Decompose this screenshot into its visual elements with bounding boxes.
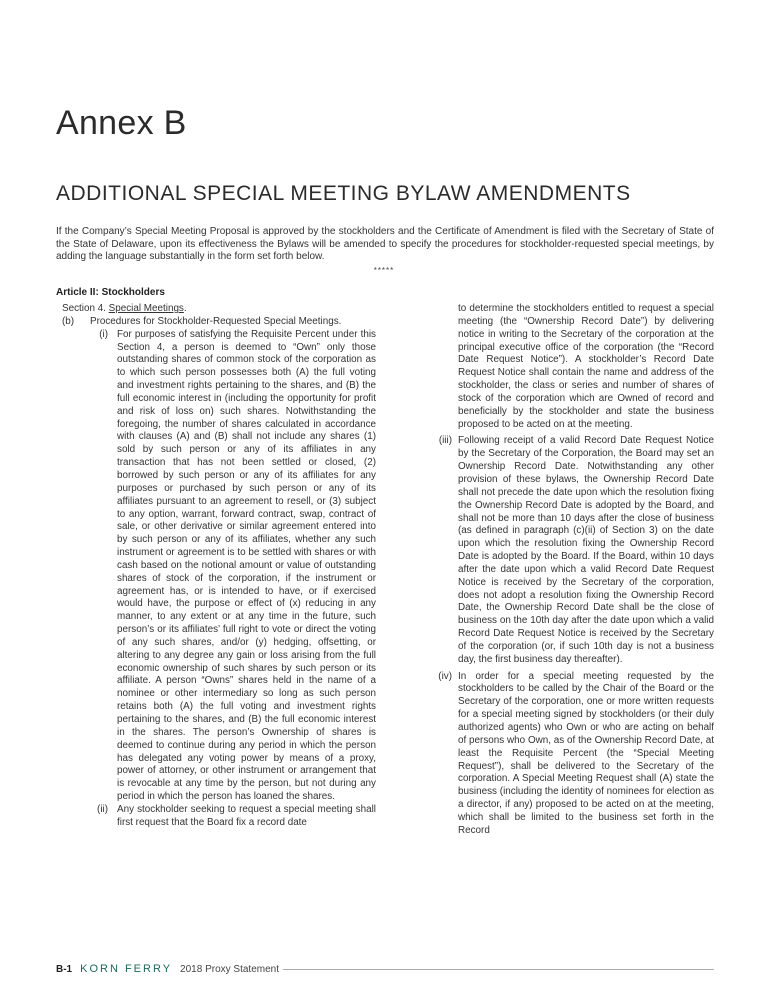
clause-b bbox=[56, 316, 376, 329]
article-heading: Article II: Stockholders bbox=[56, 287, 165, 298]
clause-iii-number: (iii) bbox=[438, 435, 452, 447]
clause-iv-number: (iv) bbox=[438, 670, 452, 682]
page-number: B-1 bbox=[56, 963, 73, 975]
annex-title: Annex B bbox=[56, 104, 187, 142]
clause-iii bbox=[432, 435, 714, 666]
clause-iii-text: Following receipt of a valid Record Date Request Notice by the Secretary of the Corporation, the Board may set an Ownership Record Date. Notwithstanding any other provision of these bylaws, the Ownership Record Date shall not precede the date upon which the resolution fixing the Ownership Record Date is adopted by the Board, and shall not be more than 10 days after the close of business (as defined in paragraph (c)(ii) of Section 3) on the date upon which the resolution fixing the Ownership Record Date is adopted by the Board. If the Board, within 10 days after the date upon which a valid Record Date Request Notice is received by the Secretary of the corporation, does not adopt a resolution fixing the Ownership Record Date, the Ownership Record Date shall be the close of business on the 10th day after the date upon which a valid Record Date Request Notice is received by the Secretary of the corporation (or, if such 10th day is not a business day, the first business day thereafter). bbox=[458, 435, 714, 665]
left-column bbox=[56, 303, 376, 830]
clause-ii-number: (ii) bbox=[97, 803, 108, 815]
clause-b-number: (b) bbox=[62, 315, 75, 327]
section-heading bbox=[56, 303, 376, 316]
right-column bbox=[432, 303, 714, 838]
clause-b-text: Procedures for Stockholder-Requested Special Meetings. bbox=[90, 315, 342, 327]
clause-ii bbox=[56, 804, 376, 830]
section-link[interactable]: Special Meetings bbox=[108, 303, 184, 314]
section-suffix: . bbox=[183, 303, 187, 314]
clause-i-text: For purposes of satisfying the Requisite Percent under this Section 4, a person is deemed to “Own” only those outstanding shares of common stock of the corporation as to which such person possesses both (A) the full voting and investment rights pertaining to the shares, and (B) the full economic interest in (including the opportunity for profit and risk of loss on) such shares. Notwithstanding the foregoing, the number of shares calculated in accordance with clauses (A) and (B) shall not include any shares (1) sold by such person or any of its affiliates in any transaction that has not been settled or closed, (2) borrowed by such person or any of its affiliates for any purposes or purchased by such person or any of its affiliates pursuant to an agreement to resell, or (3) subject to any option, warrant, forward contract, swap, contract of sale, or other derivative or similar agreement entered into by such person or any of its affiliates, whether any such instrument or agreement is to be settled with shares or with cash based on the notional amount or value of outstanding shares of stock of the corporation, if the instrument or agreement has, or is intended to have, or if exercised would have, the purpose or effect of (x) reducing in any manner, to any extent or at any time in the future, such person’s or its affiliates’ full right to vote or direct the voting of any such shares, and/or (y) hedging, offsetting, or altering to any degree any gain or loss arising from the full economic ownership of such shares by such person or its affiliate. A person “Owns” shares held in the name of a nominee or other intermediary so long as such person retains both (A) the full voting and investment rights pertaining to the shares, and (B) the full economic interest in the shares. The person’s Ownership of shares is deemed to continue during any period in which the person has delegated any voting power by means of a proxy, power of attorney, or other instrument or arrangement that is revocable at any time by the person, but not during any period in which the person has loaned the shares. bbox=[117, 328, 376, 803]
section-title: ADDITIONAL SPECIAL MEETING BYLAW AMENDMENTS bbox=[56, 182, 631, 205]
separator: ***** bbox=[373, 266, 395, 275]
section-prefix: Section 4. bbox=[62, 303, 109, 314]
brand-logo: KORN FERRY bbox=[80, 963, 173, 975]
clause-iv bbox=[432, 671, 714, 838]
clause-iv-text: In order for a special meeting requested by the stockholders to be called by the Chair of the Board or the Secretary of the corporation, one or more written requests for a special meeting signed by stockholders (or their duly authorized agents) who Own or who are acting on behalf of persons who Own, as of the Ownership Record Date, at least the Requisite Percent (the “Special Meeting Request”), shall be delivered to the Secretary of the corporation. A Special Meeting Request shall (A) state the business (including the identity of nominees for election as a director, if any) proposed to be acted on at the meeting, which shall be limited to the business set forth in the Record bbox=[458, 670, 714, 836]
clause-i bbox=[56, 329, 376, 804]
document-title: 2018 Proxy Statement bbox=[180, 963, 279, 975]
clause-ii-text: Any stockholder seeking to request a special meeting shall first request that the Board fix a record date bbox=[117, 803, 376, 828]
clause-i-number: (i) bbox=[99, 328, 108, 340]
footer-rule bbox=[283, 969, 714, 970]
clause-ii-continued: to determine the stockholders entitled to request a special meeting (the “Ownership Record Date”) by delivering notice in writing to the Secretary of the corporation at the principal executive office of the corporation (the “Record Date Request Notice”). A stockholder’s Record Date Request Notice shall contain the name and address of the stockholder, the class or series and number of shares of stock of the corporation which are Owned of record and beneficially by the stockholder and state the business proposed to be acted on at the meeting. bbox=[458, 303, 714, 430]
page-footer bbox=[56, 962, 714, 976]
intro-paragraph: If the Company’s Special Meeting Proposal is approved by the stockholders and the Certificate of Amendment is filed with the Secretary of State of the State of Delaware, upon its effectiveness the Bylaws will be amended to specify the procedures for stockholder-requested special meetings, by adding the language substantially in the form set forth below. bbox=[56, 226, 714, 263]
